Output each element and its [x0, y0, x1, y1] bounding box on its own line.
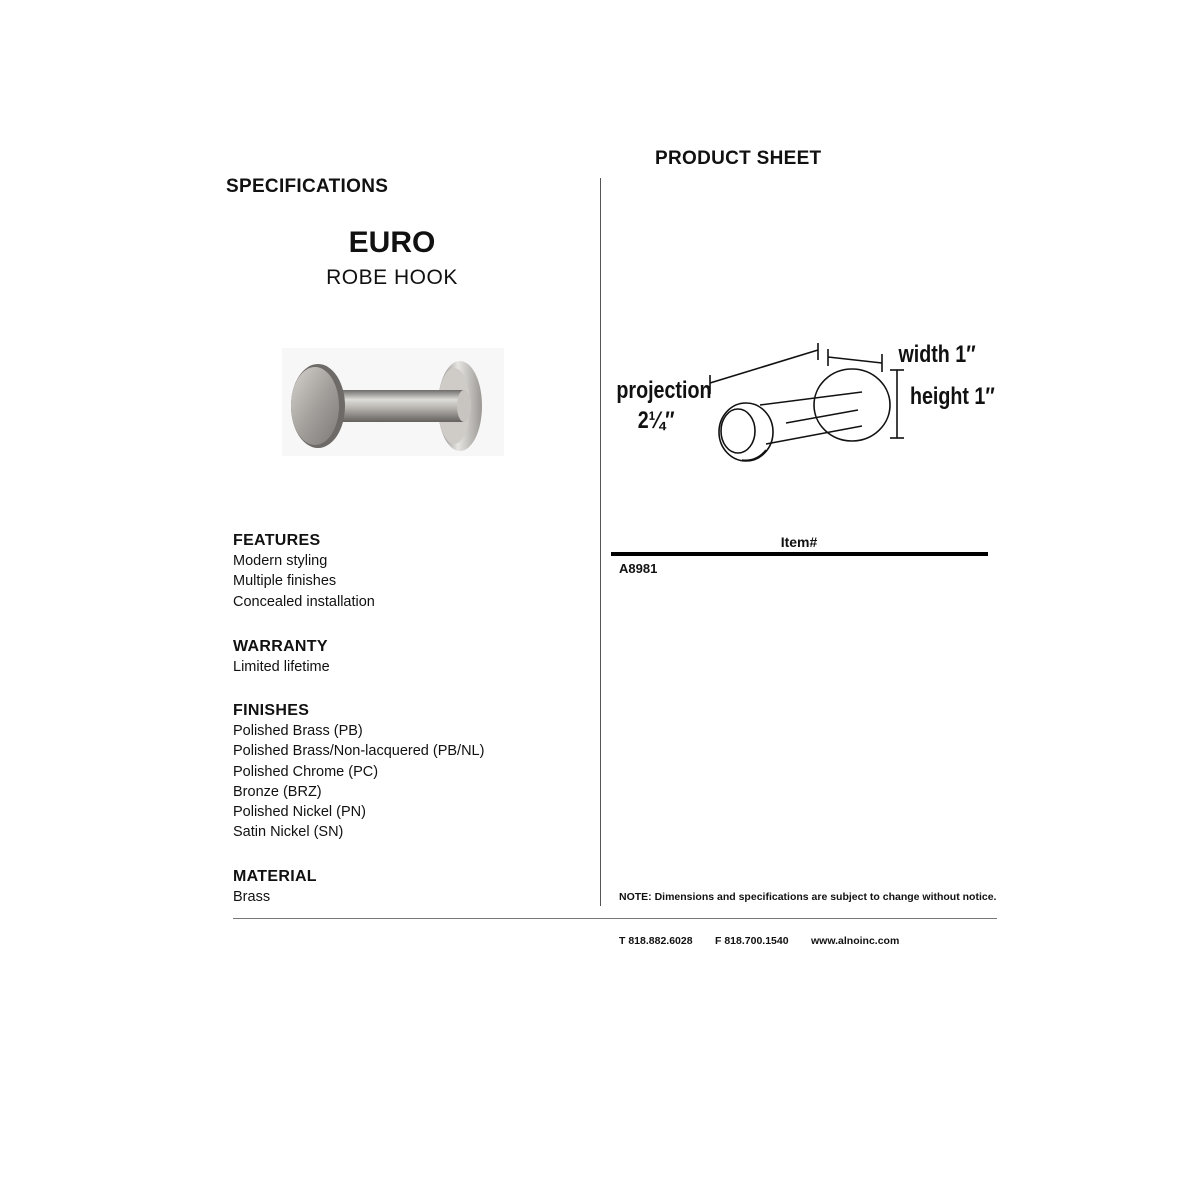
item-number: A8981 — [619, 561, 658, 576]
list-item: Limited lifetime — [233, 659, 330, 675]
vertical-divider — [600, 178, 601, 906]
product-type: ROBE HOOK — [326, 266, 458, 289]
item-table-header: Item# — [780, 534, 818, 550]
material-section — [233, 867, 317, 907]
warranty-heading: WARRANTY — [233, 638, 328, 655]
warranty-section — [233, 637, 330, 677]
list-item: Concealed installation — [233, 593, 375, 610]
height-label: height 1″ — [909, 382, 995, 410]
dimension-drawing — [600, 330, 1000, 500]
features-section — [233, 531, 375, 612]
width-label: width 1″ — [898, 340, 976, 368]
contact-fax: F 818.700.1540 — [715, 935, 789, 947]
list-item: Modern styling — [233, 553, 328, 569]
list-item: Polished Nickel (PN) — [233, 804, 366, 821]
finishes-heading: FINISHES — [233, 702, 310, 719]
list-item: Bronze (BRZ) — [233, 783, 322, 800]
list-item: Polished Chrome (PC) — [233, 763, 379, 780]
contact-website[interactable]: www.alnoinc.com — [811, 935, 900, 947]
list-item: Polished Brass (PB) — [233, 723, 363, 739]
list-item: Satin Nickel (SN) — [233, 824, 344, 841]
list-item: Polished Brass/Non-lacquered (PB/NL) — [233, 743, 485, 760]
footer-divider — [233, 918, 997, 919]
projection-label: projection — [616, 376, 712, 404]
item-table-rule — [611, 552, 988, 556]
product-photo — [282, 348, 504, 456]
list-item: Multiple finishes — [233, 573, 337, 590]
specifications-title: SPECIFICATIONS — [226, 176, 389, 197]
features-heading: FEATURES — [233, 532, 321, 549]
finishes-section — [233, 701, 484, 843]
contact-phone: T 818.882.6028 — [619, 935, 693, 947]
material-heading: MATERIAL — [233, 868, 317, 885]
list-item: Brass — [233, 889, 271, 905]
projection-value: 2¼″ — [637, 406, 675, 434]
product-name: EURO — [348, 226, 436, 259]
disclaimer-note: NOTE: Dimensions and specifications are subject to change without notice. — [619, 891, 997, 903]
product-sheet-title: PRODUCT SHEET — [655, 148, 822, 169]
